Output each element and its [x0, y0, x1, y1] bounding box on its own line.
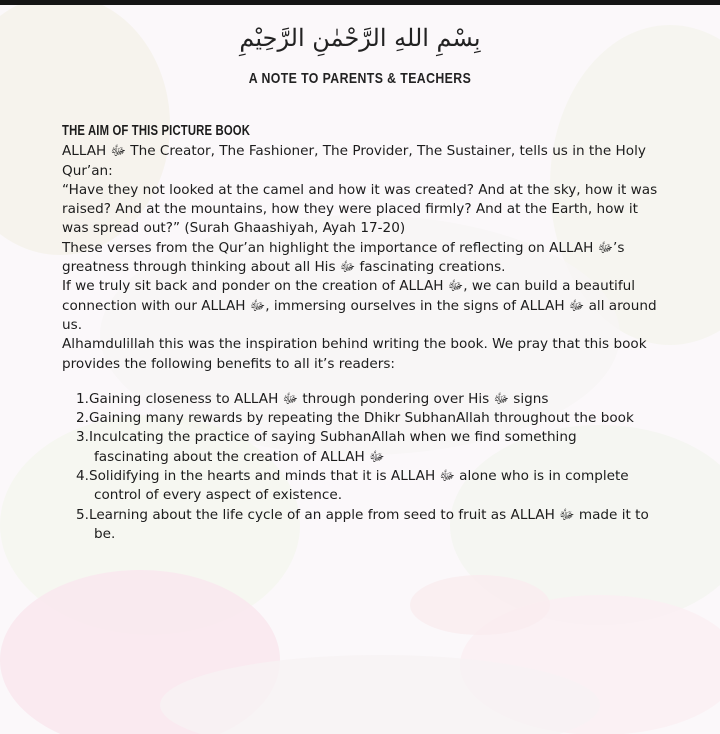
list-text: Inculcating the practice of saying SubhanAllah when we find something [88, 429, 577, 446]
list-text-continued: be. [94, 525, 116, 542]
list-text: Gaining closeness to ALLAH ﷻ through pondering over His ﷻ signs [88, 390, 549, 407]
list-text-continued: fascinating about the creation of ALLAH ﷻ [94, 448, 385, 465]
list-item [76, 506, 662, 545]
list-item [76, 428, 662, 467]
list-text: Solidifying in the hearts and minds that it is ALLAH ﷻ alone who is in complete [88, 468, 629, 485]
list-number: 2. [76, 410, 89, 427]
list-number: 1. [76, 390, 89, 407]
list-item [76, 467, 662, 506]
page-title: A NOTE TO PARENTS & TEACHERS [248, 70, 472, 87]
list-text: Learning about the life cycle of an apple from seed to fruit as ALLAH ﷻ made it to [88, 506, 649, 523]
list-text: Gaining many rewards by repeating the Dhikr SubhanAllah throughout the book [88, 410, 634, 427]
list-text-continued: control of every aspect of existence. [94, 487, 343, 504]
note-body [62, 122, 662, 544]
section-heading: THE AIM OF THIS PICTURE BOOK [62, 123, 251, 139]
list-number: 5. [76, 506, 89, 523]
list-number: 3. [76, 429, 89, 446]
list-item [76, 390, 662, 409]
paragraph-reflection: These verses from the Qur’an highlight the importance of reflecting on ALLAH ﷻ’s greatness through thinking about all His ﷻ fascinating creations. [62, 239, 625, 276]
benefits-list [62, 390, 662, 544]
list-item [76, 409, 662, 428]
paragraph-connection: If we truly sit back and ponder on the creation of ALLAH ﷻ, we can build a beautiful connection with our ALLAH ﷻ, immersing ourselves in the signs of ALLAH ﷻ all around us. [62, 278, 657, 333]
paragraph-intro: ALLAH ﷻ The Creator, The Fashioner, The Provider, The Sustainer, tells us in the Holy Qur’an: [62, 143, 646, 179]
paragraph-quote: “Have they not looked at the camel and how it was created? And at the sky, how it was raised? And at the mountains, how they were placed firmly? And at the Earth, how it was spread out?” (Surah Ghaashiyah, Ayah 17-20) [62, 181, 658, 237]
basmala-calligraphy: بِسْمِ اللهِ الرَّحْمٰنِ الرَّحِيْمِ [239, 24, 481, 52]
paragraph-inspiration: Alhamdulillah this was the inspiration behind writing the book. We pray that this book provides the following benefits to all it’s readers: [62, 336, 647, 372]
list-number: 4. [76, 468, 89, 485]
